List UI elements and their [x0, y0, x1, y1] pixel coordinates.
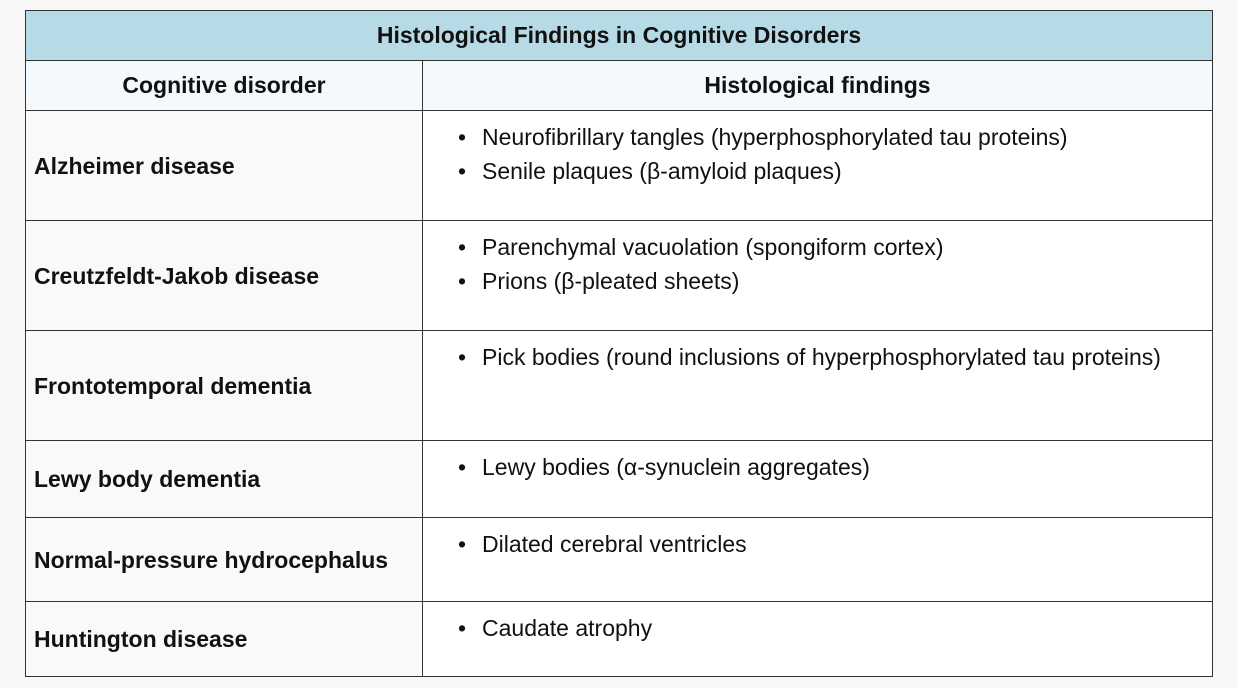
column-header-disorder: Cognitive disorder — [26, 61, 423, 111]
finding-text: Lewy bodies (α-synuclein aggregates) — [482, 454, 870, 480]
finding-item — [458, 230, 1192, 264]
findings-cell — [423, 602, 1213, 677]
finding-item — [458, 154, 1192, 188]
findings-cell — [423, 111, 1213, 221]
table-header-row — [26, 61, 1213, 111]
findings-table — [25, 10, 1213, 677]
table-title: Histological Findings in Cognitive Disorders — [26, 11, 1213, 61]
table-row — [26, 602, 1213, 677]
finding-item — [458, 450, 1192, 484]
bullet-icon: • — [458, 234, 467, 260]
bullet-icon: • — [458, 268, 467, 294]
table-caption-row — [26, 11, 1213, 61]
finding-text: Neurofibrillary tangles (hyperphosphorylated tau proteins) — [482, 124, 1068, 150]
disorder-cell: Huntington disease — [26, 602, 423, 677]
findings-list — [423, 331, 1212, 374]
bullet-icon: • — [458, 531, 467, 557]
bullet-icon: • — [458, 124, 467, 150]
findings-cell — [423, 221, 1213, 331]
findings-list — [423, 441, 1212, 484]
table-row — [26, 221, 1213, 331]
findings-list — [423, 221, 1212, 298]
finding-item — [458, 611, 1192, 645]
finding-item — [458, 264, 1192, 298]
finding-text: Pick bodies (round inclusions of hyperphosphorylated tau proteins) — [482, 344, 1161, 370]
finding-text: Prions (β-pleated sheets) — [482, 268, 740, 294]
findings-cell — [423, 441, 1213, 518]
finding-text: Senile plaques (β-amyloid plaques) — [482, 158, 842, 184]
findings-list — [423, 518, 1212, 561]
bullet-icon: • — [458, 454, 467, 480]
table-row — [26, 518, 1213, 602]
table-row — [26, 441, 1213, 518]
disorder-cell: Frontotemporal dementia — [26, 331, 423, 441]
table-row — [26, 111, 1213, 221]
disorder-cell: Normal-pressure hydrocephalus — [26, 518, 423, 602]
finding-text: Parenchymal vacuolation (spongiform cortex) — [482, 234, 944, 260]
findings-list — [423, 111, 1212, 188]
disorder-cell: Lewy body dementia — [26, 441, 423, 518]
disorder-cell: Creutzfeldt-Jakob disease — [26, 221, 423, 331]
finding-text: Caudate atrophy — [482, 615, 653, 641]
finding-item — [458, 340, 1192, 374]
bullet-icon: • — [458, 615, 467, 641]
disorder-cell: Alzheimer disease — [26, 111, 423, 221]
findings-list — [423, 602, 1212, 645]
findings-table-container — [25, 10, 1212, 677]
finding-item — [458, 527, 1192, 561]
findings-cell — [423, 331, 1213, 441]
finding-item — [458, 120, 1192, 154]
table-row — [26, 331, 1213, 441]
bullet-icon: • — [458, 344, 467, 370]
bullet-icon: • — [458, 158, 467, 184]
finding-text: Dilated cerebral ventricles — [482, 531, 747, 557]
findings-cell — [423, 518, 1213, 602]
column-header-findings: Histological findings — [423, 61, 1213, 111]
